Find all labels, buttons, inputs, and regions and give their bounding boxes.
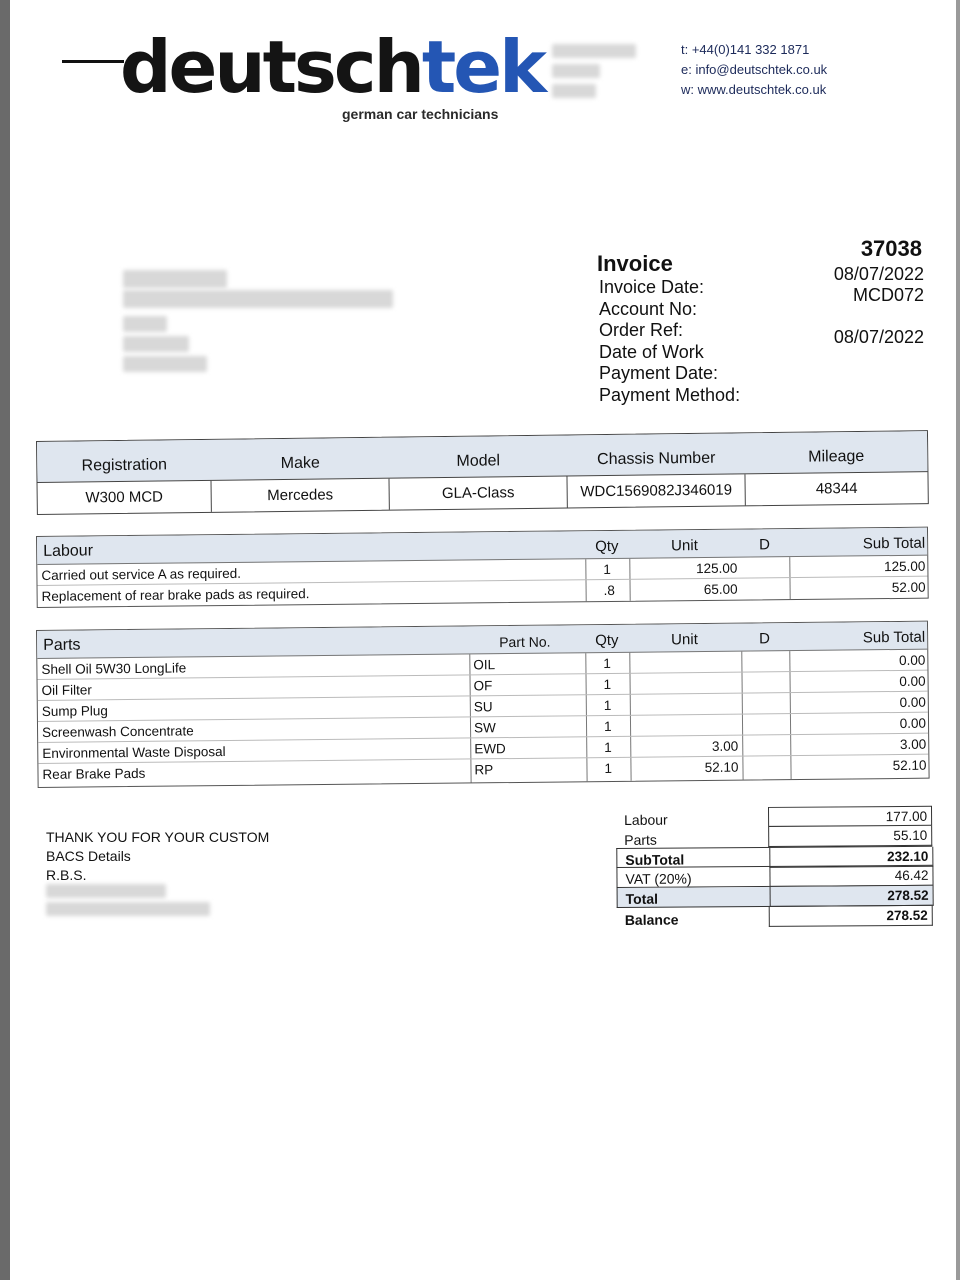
invoice-date-value: 08/07/2022 bbox=[833, 264, 924, 284]
parts-header-qty: Qty bbox=[595, 631, 619, 650]
vat-value: 46.42 bbox=[769, 866, 933, 887]
labour-qty: .8 bbox=[603, 582, 615, 599]
company-logo bbox=[120, 22, 544, 112]
labour-qty: 1 bbox=[603, 561, 611, 578]
total-label: Total bbox=[625, 890, 659, 907]
label-date-of-work: Date of Work bbox=[599, 341, 704, 362]
vehicle-table bbox=[36, 430, 929, 515]
value-make: Mercedes bbox=[212, 479, 390, 512]
redacted-bank-details bbox=[46, 902, 210, 916]
thanks-text: THANK YOU FOR YOUR CUSTOM bbox=[46, 829, 270, 845]
part-qty: 1 bbox=[603, 718, 612, 735]
part-subtotal: 0.00 bbox=[899, 673, 926, 689]
part-no: SW bbox=[473, 720, 496, 736]
part-unit: 52.10 bbox=[704, 759, 739, 776]
invoice-values bbox=[834, 264, 924, 348]
redacted-customer bbox=[123, 356, 207, 372]
part-desc: Rear Brake Pads bbox=[42, 765, 146, 782]
parts-table bbox=[36, 621, 930, 788]
vat-label: VAT (20%) bbox=[625, 870, 692, 887]
label-order-ref: Order Ref: bbox=[599, 320, 684, 340]
redacted-address bbox=[552, 64, 600, 78]
total-value: 278.52 bbox=[770, 886, 934, 907]
scan-edge-right bbox=[956, 0, 960, 1280]
part-no: EWD bbox=[474, 741, 506, 757]
balance-value: 278.52 bbox=[769, 906, 933, 927]
labour-subtotal: 125.00 bbox=[883, 558, 926, 575]
total-row-vat bbox=[616, 866, 932, 888]
redacted-address bbox=[552, 84, 596, 98]
redacted-customer bbox=[123, 270, 227, 288]
invoice-title: Invoice bbox=[597, 251, 673, 276]
labour-desc: Carried out service A as required. bbox=[41, 565, 242, 583]
invoice-number: 37038 bbox=[860, 236, 922, 261]
parts-total-value: 55.10 bbox=[768, 826, 932, 847]
total-row-subtotal bbox=[616, 846, 932, 868]
part-subtotal: 0.00 bbox=[899, 652, 926, 668]
header-model: Model bbox=[456, 452, 501, 470]
part-subtotal: 3.00 bbox=[899, 736, 927, 752]
part-qty: 1 bbox=[604, 739, 612, 756]
total-row-labour bbox=[616, 806, 932, 828]
header-mileage: Mileage bbox=[808, 447, 865, 466]
labour-header-unit: Unit bbox=[671, 537, 698, 555]
part-subtotal: 0.00 bbox=[899, 715, 927, 731]
part-no: SU bbox=[473, 699, 493, 715]
redacted-customer bbox=[123, 316, 167, 332]
redacted-customer bbox=[123, 290, 393, 308]
part-qty: 1 bbox=[604, 760, 613, 777]
company-tagline: german car technicians bbox=[342, 106, 499, 122]
total-row-parts bbox=[616, 826, 932, 848]
part-qty: 1 bbox=[603, 697, 612, 714]
part-no: RP bbox=[474, 762, 494, 778]
labour-unit: 125.00 bbox=[696, 560, 738, 577]
labour-desc: Replacement of rear brake pads as required. bbox=[41, 586, 310, 604]
labour-header-qty: Qty bbox=[595, 537, 619, 556]
account-no-value: MCD072 bbox=[852, 285, 924, 305]
labour-table bbox=[36, 527, 929, 608]
part-subtotal: 52.10 bbox=[892, 757, 927, 774]
bacs-label: BACS Details bbox=[46, 848, 131, 864]
part-unit: 3.00 bbox=[711, 738, 739, 754]
value-chassis: WDC1569082J346019 bbox=[567, 474, 745, 507]
redacted-address bbox=[552, 44, 636, 58]
redacted-customer bbox=[123, 336, 189, 352]
header-chassis: Chassis Number bbox=[597, 449, 716, 469]
part-desc: Oil Filter bbox=[41, 682, 92, 698]
parts-total-label: Parts bbox=[624, 831, 657, 848]
logo-text-deutsch: deutsch bbox=[120, 25, 422, 109]
label-payment-date: Payment Date: bbox=[599, 363, 719, 383]
contact-phone: t: +44(0)141 332 1871 bbox=[681, 42, 810, 57]
parts-header-unit: Unit bbox=[671, 631, 698, 649]
contact-info bbox=[681, 40, 827, 100]
labour-total-value: 177.00 bbox=[768, 806, 932, 827]
part-no: OIL bbox=[473, 657, 496, 673]
part-desc: Sump Plug bbox=[41, 703, 108, 719]
bank-name: R.B.S. bbox=[46, 867, 87, 883]
part-desc: Environmental Waste Disposal bbox=[42, 744, 226, 761]
label-invoice-date: Invoice Date: bbox=[599, 277, 705, 297]
part-desc: Shell Oil 5W30 LongLife bbox=[41, 660, 187, 677]
scan-edge-left bbox=[0, 0, 10, 1280]
labour-title: Labour bbox=[43, 542, 94, 560]
labour-unit: 65.00 bbox=[703, 581, 738, 598]
labour-subtotal: 52.00 bbox=[891, 579, 926, 596]
header-registration: Registration bbox=[81, 456, 168, 475]
subtotal-value: 232.10 bbox=[769, 847, 933, 868]
redacted-bank-details bbox=[46, 884, 166, 898]
labour-header-subtotal: Sub Total bbox=[862, 534, 926, 553]
labour-total-label: Labour bbox=[624, 811, 668, 828]
logo-dash bbox=[62, 60, 124, 63]
subtotal-label: SubTotal bbox=[625, 851, 685, 868]
contact-web: w: www.deutschtek.co.uk bbox=[681, 82, 827, 97]
logo-text-tek: tek bbox=[421, 25, 544, 109]
invoice-labels bbox=[599, 277, 740, 406]
parts-header-partno: Part No. bbox=[499, 633, 551, 651]
contact-email: e: info@deutschtek.co.uk bbox=[681, 62, 828, 77]
part-no: OF bbox=[473, 678, 493, 694]
totals-block bbox=[616, 806, 933, 928]
parts-header-subtotal: Sub Total bbox=[862, 628, 926, 647]
label-account-no: Account No: bbox=[599, 298, 698, 319]
part-qty: 1 bbox=[603, 676, 612, 693]
balance-label: Balance bbox=[624, 911, 679, 928]
parts-header-d: D bbox=[759, 630, 771, 648]
part-subtotal: 0.00 bbox=[899, 694, 926, 710]
parts-title: Parts bbox=[43, 636, 81, 654]
header-make: Make bbox=[280, 454, 320, 473]
value-mileage: 48344 bbox=[815, 479, 858, 498]
value-model: GLA-Class bbox=[389, 477, 567, 510]
total-row-total bbox=[617, 886, 933, 908]
footer-notes bbox=[46, 828, 269, 885]
total-row-balance bbox=[617, 906, 933, 928]
labour-header-d: D bbox=[759, 536, 771, 554]
part-qty: 1 bbox=[603, 655, 611, 672]
date-of-work-value: 08/07/2022 bbox=[833, 327, 924, 347]
label-payment-method: Payment Method: bbox=[599, 384, 741, 405]
order-ref-value bbox=[834, 306, 924, 327]
value-registration: W300 MCD bbox=[38, 481, 212, 514]
part-desc: Screenwash Concentrate bbox=[41, 723, 194, 740]
